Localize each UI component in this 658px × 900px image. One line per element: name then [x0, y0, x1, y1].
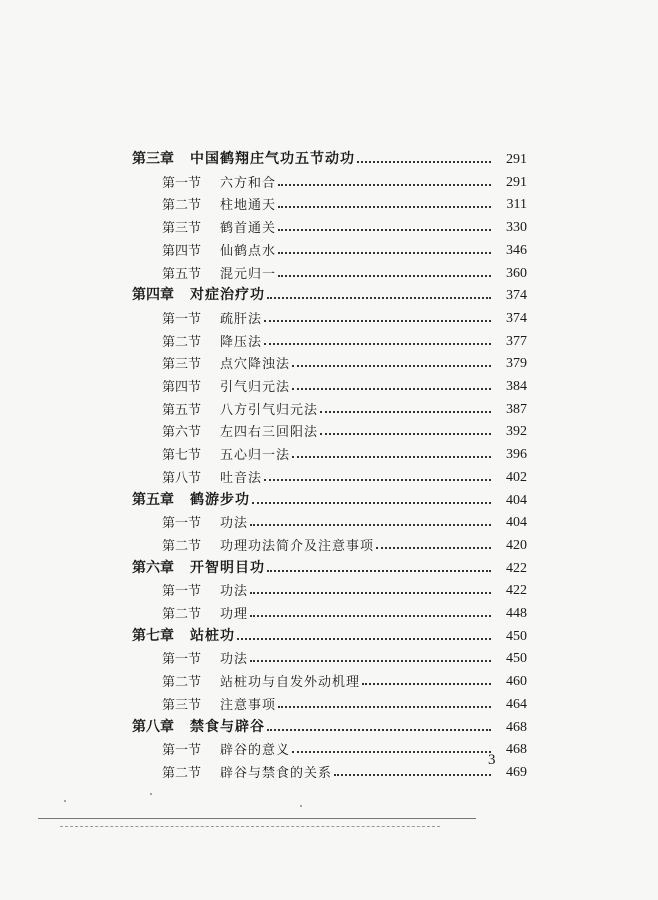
dot-leader	[292, 365, 491, 367]
section-label: 第二节	[162, 607, 202, 622]
page-ref: 448	[506, 606, 527, 621]
section-title: 柱地通天	[220, 198, 277, 214]
dot-leader	[292, 751, 491, 753]
dot-leader	[250, 660, 491, 662]
chapter-label: 第五章	[132, 491, 174, 508]
scan-speck	[300, 805, 302, 807]
page-ref: 291	[506, 152, 527, 167]
section-title: 功法	[220, 652, 249, 668]
section-title: 辟谷与禁食的关系	[220, 765, 333, 781]
toc-section-row	[162, 736, 527, 758]
section-label: 第四节	[162, 380, 202, 395]
page-ref: 422	[506, 560, 527, 576]
chapter-title: 开智明目功	[190, 559, 265, 576]
section-title: 左四右三回阳法	[220, 425, 319, 441]
toc-chapter-row	[132, 714, 527, 736]
section-title: 吐音法	[220, 470, 263, 486]
toc-section-row	[162, 691, 527, 713]
section-label: 第一节	[162, 743, 202, 759]
chapter-title: 站桩功	[190, 627, 235, 644]
chapter-title: 中国鹤翔庄气功五节动功	[190, 151, 355, 167]
page-ref: 396	[506, 447, 527, 463]
section-label: 第五节	[162, 266, 202, 282]
scan-artifact-line	[38, 818, 476, 819]
section-label: 第二节	[162, 198, 202, 214]
dot-leader	[250, 524, 491, 526]
section-label: 第二节	[162, 334, 202, 350]
chapter-label: 第七章	[132, 627, 174, 644]
toc-chapter-row	[132, 623, 527, 645]
dot-leader	[320, 433, 491, 435]
page-ref: 468	[506, 719, 527, 735]
toc-section-row	[162, 418, 527, 440]
section-title: 降压法	[220, 334, 263, 350]
section-label: 第二节	[162, 765, 202, 781]
dot-leader	[237, 638, 491, 640]
section-title: 五心归一法	[220, 448, 291, 464]
chapter-title: 禁食与辟谷	[190, 718, 265, 735]
page-ref: 387	[506, 401, 527, 417]
toc-section-row	[162, 169, 527, 191]
dot-leader	[267, 729, 491, 731]
page-ref: 468	[506, 742, 527, 758]
section-label: 第七节	[162, 448, 202, 464]
page-ref: 374	[506, 310, 527, 326]
page-ref: 450	[506, 651, 527, 667]
dot-leader	[264, 479, 491, 481]
page-ref: 291	[506, 174, 527, 190]
toc-section-row	[162, 645, 527, 667]
section-label: 第五节	[162, 402, 202, 418]
page-ref: 402	[506, 469, 527, 485]
chapter-label: 第四章	[132, 287, 174, 304]
dot-leader	[267, 297, 491, 299]
section-label: 第八节	[162, 470, 202, 486]
section-label: 第一节	[162, 311, 202, 327]
scan-speck	[150, 793, 152, 795]
section-label: 第一节	[162, 516, 202, 532]
section-label: 第一节	[162, 652, 202, 668]
section-label: 第三节	[162, 697, 202, 713]
chapter-label: 第三章	[132, 151, 174, 167]
toc-section-row	[162, 191, 527, 213]
section-label: 第二节	[162, 675, 202, 691]
page-ref: 330	[506, 220, 527, 236]
dot-leader	[278, 252, 491, 254]
toc-section-row	[162, 214, 527, 236]
page-ref: 311	[506, 197, 527, 213]
dot-leader	[357, 161, 491, 163]
dot-leader	[250, 615, 491, 617]
scan-speck	[64, 800, 66, 802]
dot-leader	[278, 184, 491, 186]
toc-section-row	[162, 668, 527, 690]
dot-leader	[278, 206, 491, 208]
section-label: 第六节	[162, 425, 202, 441]
page-ref: 360	[506, 265, 527, 281]
chapter-label: 第八章	[132, 718, 174, 735]
chapter-title: 鹤游步功	[190, 491, 250, 508]
section-label: 第三节	[162, 357, 202, 373]
page-ref: 384	[506, 379, 527, 394]
section-title: 混元归一	[220, 266, 277, 282]
toc-chapter-row	[132, 487, 527, 509]
page-ref: 422	[506, 583, 527, 599]
dot-leader	[292, 456, 491, 458]
toc-section-row	[162, 464, 527, 486]
section-title: 功法	[220, 516, 249, 532]
toc-section-row	[162, 328, 527, 350]
dot-leader	[264, 343, 491, 345]
section-title: 功理	[220, 607, 249, 622]
section-title: 辟谷的意义	[220, 743, 291, 759]
toc-section-row	[162, 260, 527, 282]
section-title: 八方引气归元法	[220, 402, 319, 418]
section-title: 站桩功与自发外动机理	[220, 675, 361, 691]
chapter-title: 对症治疗功	[190, 287, 265, 304]
dot-leader	[250, 592, 491, 594]
dot-leader	[252, 502, 491, 504]
toc-section-row	[162, 441, 527, 463]
toc-section-row	[162, 759, 527, 781]
toc-section-row	[162, 532, 527, 554]
dot-leader	[376, 547, 491, 549]
page-ref: 374	[506, 288, 527, 304]
section-title: 仙鹤点水	[220, 243, 277, 259]
section-title: 引气归元法	[220, 380, 291, 395]
dot-leader	[278, 275, 491, 277]
section-title: 疏肝法	[220, 311, 263, 327]
section-label: 第一节	[162, 584, 202, 600]
page-ref: 377	[506, 333, 527, 349]
section-title: 鹤首通关	[220, 221, 277, 237]
dot-leader	[334, 774, 491, 776]
dot-leader	[278, 229, 491, 231]
page-ref: 460	[506, 674, 527, 690]
toc-chapter-row	[132, 555, 527, 577]
dot-leader	[292, 388, 491, 390]
section-title: 点穴降浊法	[220, 357, 291, 373]
dot-leader	[278, 706, 491, 708]
toc-chapter-row	[132, 282, 527, 304]
toc-section-row	[162, 237, 527, 259]
section-label: 第三节	[162, 221, 202, 237]
toc-section-row	[162, 396, 527, 418]
toc-chapter-row	[132, 146, 527, 168]
dot-leader	[362, 683, 491, 685]
page-ref: 392	[506, 424, 527, 440]
toc-section-row	[162, 509, 527, 531]
section-title: 功理功法简介及注意事项	[220, 538, 375, 554]
dot-leader	[320, 411, 491, 413]
dot-leader	[264, 320, 491, 322]
page-ref: 469	[506, 764, 527, 780]
page-ref: 404	[506, 515, 527, 531]
toc-section-row	[162, 577, 527, 599]
section-title: 注意事项	[220, 697, 277, 713]
page-number: 3	[488, 752, 496, 768]
toc-section-row	[162, 373, 527, 395]
toc-section-row	[162, 350, 527, 372]
page-ref: 450	[506, 628, 527, 644]
scan-artifact-line	[60, 826, 440, 827]
toc-section-row	[162, 600, 527, 622]
section-label: 第一节	[162, 175, 202, 191]
section-title: 功法	[220, 584, 249, 600]
page-ref: 379	[506, 356, 527, 372]
section-title: 六方和合	[220, 175, 277, 191]
section-label: 第四节	[162, 243, 202, 259]
page-ref: 346	[506, 242, 527, 258]
dot-leader	[267, 570, 491, 572]
section-label: 第二节	[162, 538, 202, 554]
page-ref: 404	[506, 492, 527, 508]
page-ref: 464	[506, 696, 527, 712]
page-ref: 420	[506, 537, 527, 553]
chapter-label: 第六章	[132, 559, 174, 576]
toc-section-row	[162, 305, 527, 327]
